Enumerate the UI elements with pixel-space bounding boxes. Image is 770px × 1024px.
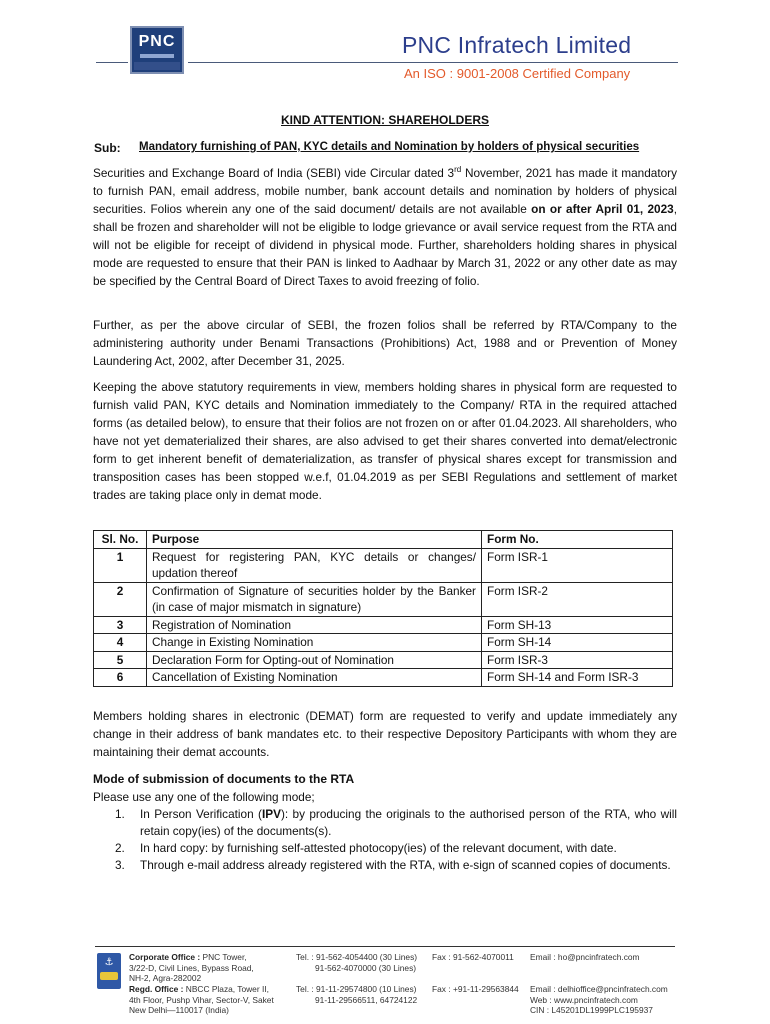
footer-logo-icon: ⚓ [97,953,121,989]
header-rule-left [96,62,128,63]
paragraph-sebi-circular [93,164,677,290]
regd-line1: NBCC Plaza, Tower II, [185,984,269,994]
row-number: 2 [94,582,147,616]
mode-intro: Please use any one of the following mode; [93,790,315,804]
table-row [94,616,673,634]
row-purpose: Cancellation of Existing Nomination [147,669,482,687]
corporate-phone [296,952,417,973]
paragraph-demat-holders: Members holding shares in electronic (DEMAT) form are requested to verify and update immediately any change in their address of bank mandates etc. to their respective Depository Participants with whom they are maintaining their demat accounts. [93,709,677,759]
iso-certification: An ISO : 9001-2008 Certified Company [404,66,631,81]
corp-line2: 3/22-D, Civil Lines, Bypass Road, [129,962,254,973]
row-number: 5 [94,651,147,669]
row-form: Form SH-14 and Form ISR-3 [482,669,673,687]
row-form: Form ISR-3 [482,651,673,669]
row-form: Form ISR-2 [482,582,673,616]
row-number: 3 [94,616,147,634]
paragraph-statutory-requirements: Keeping the above statutory requirements in view, members holding shares in physical form are requested to furnish valid PAN, KYC details and Nomination immediately to the Company/ RTA in the required attached forms (as detailed below), to ensure that their folios are not frozen on or after 01.04.2023. All shareholders, who have not yet dematerialized their shares, are also advised to get their shares converted into demat/electronic form to get inherent benefit of dematerialization, as transfer of physical shares except for transmission and transposition cases has been stopped w.e.f, 01.04.2019 as per SEBI Regulations and settlement of market trades are taking place only in demat mode. [93,380,677,502]
registered-fax: Fax : +91-11-29563844 [432,984,519,994]
corporate-fax: Fax : 91-562-4070011 [432,952,514,962]
row-form: Form SH-13 [482,616,673,634]
list-item [93,840,677,857]
para1-text-a: Securities and Exchange Board of India (SEBI) vide Circular dated 3 [93,166,455,180]
corporate-office-label: Corporate Office : [129,952,201,962]
list-number: 2. [115,841,125,855]
regd-line2: 4th Floor, Pushp Vihar, Sector-V, Saket [129,994,274,1005]
list-item [93,857,677,874]
row-purpose: Change in Existing Nomination [147,634,482,652]
cin-number: CIN : L45201DL1999PLC195937 [530,1005,653,1015]
row-number: 6 [94,669,147,687]
row-purpose: Confirmation of Signature of securities holder by the Banker (in case of major mismatch in signature) [147,582,482,616]
attention-heading: KIND ATTENTION: SHAREHOLDERS [281,113,489,127]
company-name: PNC Infratech Limited [402,32,632,58]
table-row [94,548,673,582]
header-sl-no: Sl. No. [94,531,147,549]
corporate-email: Email : ho@pncinfratech.com [530,952,640,962]
header-rule-right [188,62,678,63]
para1-text-b: November, 2021 has made it mandatory to furnish PAN, email address, mobile number, bank account details and nomination by holders of physical securities. Folios wherein any one of the said document/ details are not available [93,166,677,216]
paragraph-frozen-folios: Further, as per the above circular of SEBI, the frozen folios shall be referred by RTA/Company to the administering authority under Benami Transactions (Prohibitions) Act, 1988 and or Prevention of Money Laundering Act, 2002, after December 31, 2025. [93,318,677,368]
logo-base [134,62,180,70]
corp-tel1: Tel. : 91-562-4054400 (30 Lines) [296,952,418,962]
table-row [94,582,673,616]
item1-text-a: In Person Verification ( [140,807,262,821]
table-row [94,634,673,652]
table-row [94,651,673,669]
corp-tel2: 91-562-4070000 (30 Lines) [315,962,417,973]
row-number: 1 [94,548,147,582]
registered-contact [530,984,668,1016]
row-number: 4 [94,634,147,652]
item3-text: Through e-mail address already registered with the RTA, with e-sign of scanned copies of documents. [140,858,671,872]
row-form: Form SH-14 [482,634,673,652]
subject-label: Sub: [94,141,121,155]
item1-ipv: IPV [261,807,281,821]
para1-text-c: , shall be frozen and shareholder will not be eligible to lodge grievance or avail service request from the RTA and will not be eligible for receipt of dividend in physical mode. Further, shareholders holding shares in physical mode are requested to ensure that their PAN is linked to Aadhaar by March 31, 2022 or any other date as may be specified by the Central Board of Direct Taxes to avoid freezing of folio. [93,202,677,288]
table-header-row [94,531,673,549]
row-purpose: Registration of Nomination [147,616,482,634]
item1-text-b: ): by producing the originals to the authorised person of the RTA, who will retain copy(ies) of the documents(s). [140,807,677,838]
footer-rule [95,946,675,947]
registered-office-address [129,984,274,1016]
corp-line1: PNC Tower, [202,952,247,962]
logo-stripe [140,54,174,58]
para1-superscript: rd [454,165,462,175]
regd-email: Email : delhioffice@pncinfratech.com [530,984,668,994]
item2-text: In hard copy: by furnishing self-attested photocopy(ies) of the relevant document, with date. [140,841,617,855]
table-row [94,669,673,687]
forms-table [93,530,673,687]
corporate-office-address [129,952,254,984]
company-logo [130,26,184,74]
regd-tel1: Tel. : 91-11-29574800 (10 Lines) [296,984,417,994]
row-purpose: Declaration Form for Opting-out of Nomination [147,651,482,669]
corp-line3: NH-2, Agra-282002 [129,973,202,983]
regd-line3: New Delhi—110017 (India) [129,1005,229,1015]
para1-deadline: on or after April 01, 2023 [531,202,674,216]
header-form-no: Form No. [482,531,673,549]
list-item [93,806,677,840]
mode-heading: Mode of submission of documents to the RTA [93,772,355,786]
logo-text: PNC [138,33,176,50]
row-form: Form ISR-1 [482,548,673,582]
list-number: 1. [115,807,125,821]
submission-mode-list [93,806,677,874]
subject-text: Mandatory furnishing of PAN, KYC details and Nomination by holders of physical securities [139,141,640,153]
registered-office-label: Regd. Office : [129,984,184,994]
registered-phone [296,984,417,1005]
website-link[interactable]: Web : www.pncinfratech.com [530,994,638,1005]
list-number: 3. [115,858,125,872]
row-purpose: Request for registering PAN, KYC details or changes/ updation thereof [147,548,482,582]
header-purpose: Purpose [147,531,482,549]
regd-tel2: 91-11-29566511, 64724122 [315,994,418,1005]
